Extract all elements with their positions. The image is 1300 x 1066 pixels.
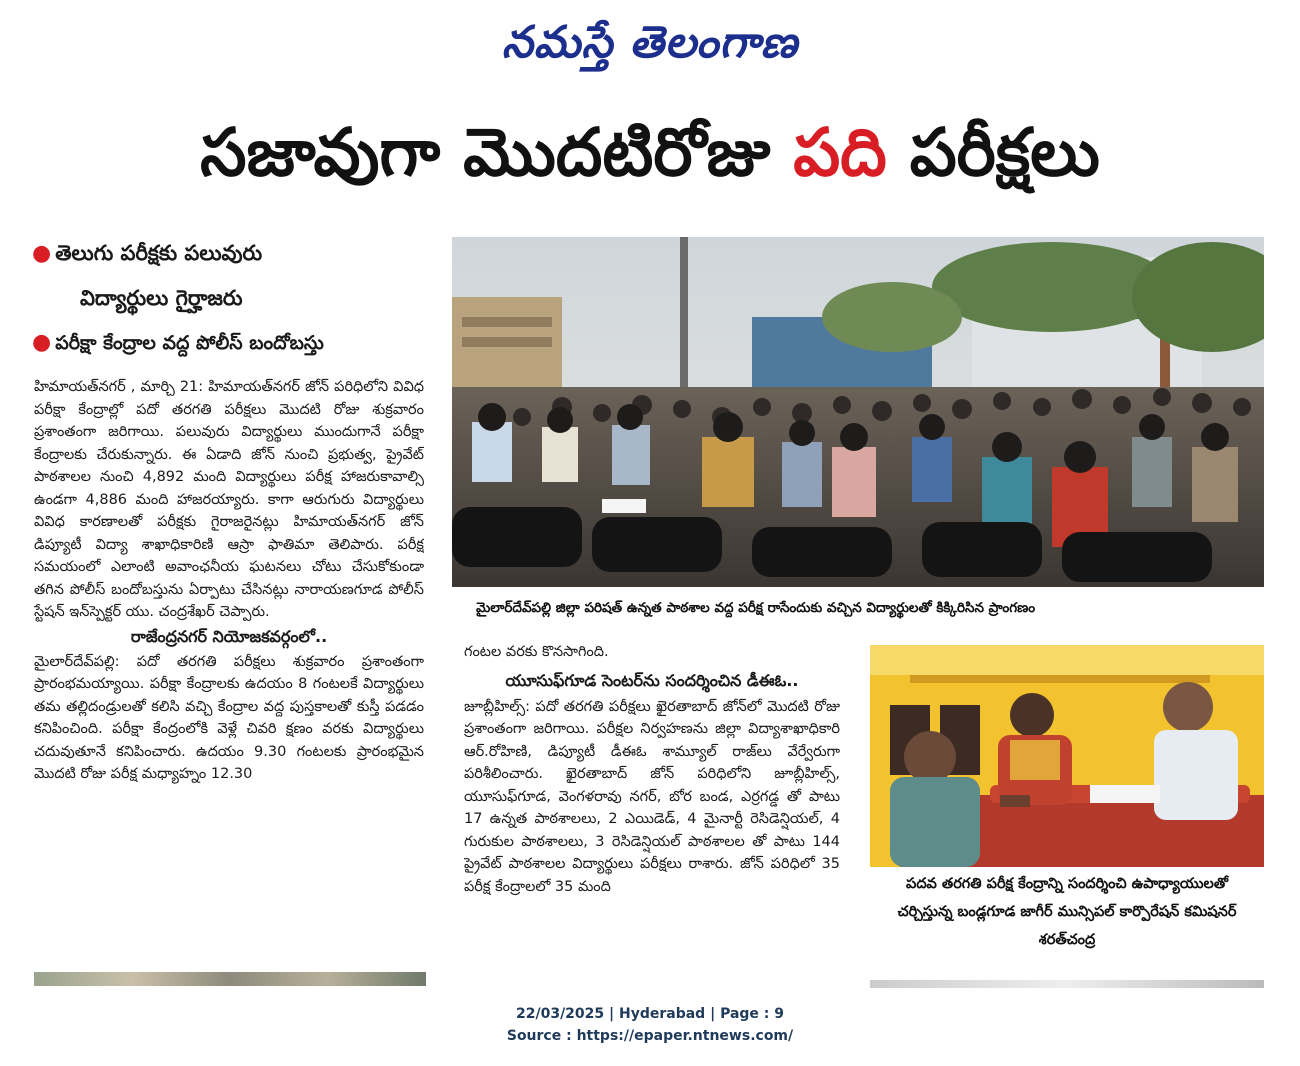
article-paragraph: జూబ్లీహిల్స్: పదో తరగతి పరీక్షలు ఖైరతాబాద్ జోన్‌లో మొదటి రోజు ప్రశాంతంగా జరిగాయి. పరీక్షల నిర్వహణను జిల్లా విద్యాశాఖాధికారి ఆర్.రోహిణి, డిప్యూటీ డీఈఓ శామ్యూల్ రాజ్‌లు వేర్వేరుగా పరిశీలించారు. ఖైరతాబాద్ జోన్ పరిధిలోని జూబ్లీహిల్స్, యూసుఫ్‌గూడ, వెంగళరావు నగర్, బోర బండ, ఎర్రగడ్డ తో పాటు 17 ఉన్నత పాఠశాలలు, 2 ఎయిడెడ్, 4 మైనార్టీ రెసిడెన్షియల్, 4 గురుకుల పాఠశాలలు, 3 రెసిడెన్షియల్ పాఠశాలల తో పాటు 144 ప్రైవేట్ పాఠశాలల విద్యార్థులు పరీక్షలు రాశారు. జోన్ పరిధిలో 35 పరీక్ష కేంద్రాలలో 35 మంది xyxy=(464,698,840,895)
bullet-text: తెలుగు పరీక్షకు పలువురు xyxy=(55,241,263,265)
footer-source: Source : https://epaper.ntnews.com/ xyxy=(506,1028,794,1044)
article-paragraph: హిమాయత్‌నగర్ , మార్చి 21: హిమాయత్‌నగర్ జోన్ పరిధిలోని వివిధ పరీక్షా కేంద్రాల్లో పదో తరగతి పరీక్షలు మొదటి రోజు శుక్రవారం ప్రశాంతంగా జరిగాయి. పలువురు విద్యార్థులు ముందుగానే పరీక్షా కేంద్రాలకు చేరుకున్నారు. ఈ ఏడాది జోన్ నుంచి ప్రభుత్వ, ప్రైవేట్ పాఠశాలల నుంచి 4,892 మంది విద్యార్థులు పరీక్ష హాజరుకావాల్సి ఉండగా 4,886 మంది హాజరయ్యారు. కాగా ఆరుగురు విద్యార్థులు వివిధ కారణాలతో పరీక్షకు గైరాజరైనట్లు హిమాయత్‌నగర్ జోన్ డిప్యూటీ విద్యా శాఖాధికారిణి ఆస్రా ఫాతిమా తెలిపారు. పరీక్ష సమయంలో ఎలాంటి అవాంఛనీయ ఘటనలు చోటు చేసుకోకుండా తగిన పోలీస్ బందోబస్తును ఏర్పాటు చేసినట్లు నారాయణగూడ పోలీస్ స్టేషన్ ఇన్‌స్పెక్టర్ యు. చంద్రశేఖర్ చెప్పారు. xyxy=(34,379,424,620)
bullet-text-cont: విద్యార్థులు గైర్హాజరు xyxy=(80,286,243,310)
masthead: నమస్తే తెలంగాణ xyxy=(501,17,799,68)
bullet-list xyxy=(32,238,442,364)
article-paragraph: మైలార్‌దేవ్‌పల్లి: పదో తరగతి పరీక్షలు శుక్రవారం ప్రశాంతంగా ప్రారంభమయ్యాయి. పరీక్షా కేంద్రాలకు ఉదయం 8 గంటలకే విద్యార్థులు తమ తల్లిదండ్రులతో కలిసి వచ్చి కేంద్రాల వద్ద పుస్తకాలతో కుస్తీ పడడం కనిపించింది. పరీక్షా కేంద్రంలోకి వెళ్లే చివరి క్షణం వరకు విద్యార్థులు చదువుతూనే కనిపించారు. ఉదయం 9.30 గంటలకు ప్రారంభమైన మొదటి రోజు పరీక్ష మధ్యాహ్నం 12.30 xyxy=(34,653,424,782)
section-subhead: యూసుఫ్‌గూడ సెంటర్‌ను సందర్శించిన డీఈఓ.. xyxy=(505,670,799,690)
bullet-item xyxy=(32,238,442,313)
bullet-dot-icon: ● xyxy=(32,330,52,355)
headline xyxy=(22,98,1278,208)
article-paragraph: గంటల వరకు కొనసాగింది. xyxy=(464,644,609,660)
footer-dateline: 22/03/2025 | Hyderabad | Page : 9 xyxy=(515,1006,785,1022)
bullet-item xyxy=(32,327,442,358)
crowd-photo xyxy=(452,237,1264,587)
meeting-photo xyxy=(870,645,1264,867)
article-column-2 xyxy=(464,641,840,989)
headline-part3: పరీక్షలు xyxy=(886,114,1100,191)
article-column-1 xyxy=(34,376,424,961)
photo-caption: మైలార్‌దేవ్‌పల్లి జిల్లా పరిషత్ ఉన్నత పాఠశాల వద్ద పరీక్ష రాసేందుకు వచ్చిన విద్యార్థులతో కిక్కిరిసిన ప్రాంగణం xyxy=(476,600,1036,616)
bullet-dot-icon: ● xyxy=(32,241,52,266)
section-subhead: రాజేంద్రనగర్ నియోజకవర్గంలో.. xyxy=(130,626,328,646)
headline-accent: పది xyxy=(793,114,887,191)
headline-part1: సజావుగా మొదటిరోజు xyxy=(200,114,794,191)
bullet-text: పరీక్షా కేంద్రాల వద్ద పోలీస్ బందోబస్తు xyxy=(55,332,324,354)
photo-strip xyxy=(870,980,1264,988)
photo-strip xyxy=(34,972,426,986)
photo-caption: పదవ తరగతి పరీక్ష కేంద్రాన్ని సందర్శించి ఉపాధ్యాయులతో చర్చిస్తున్న బండ్లగూడ జాగీర్ మున్సిపల్ కార్పొరేషన్ కమిషనర్ శరత్‌చంద్ర xyxy=(897,876,1237,948)
